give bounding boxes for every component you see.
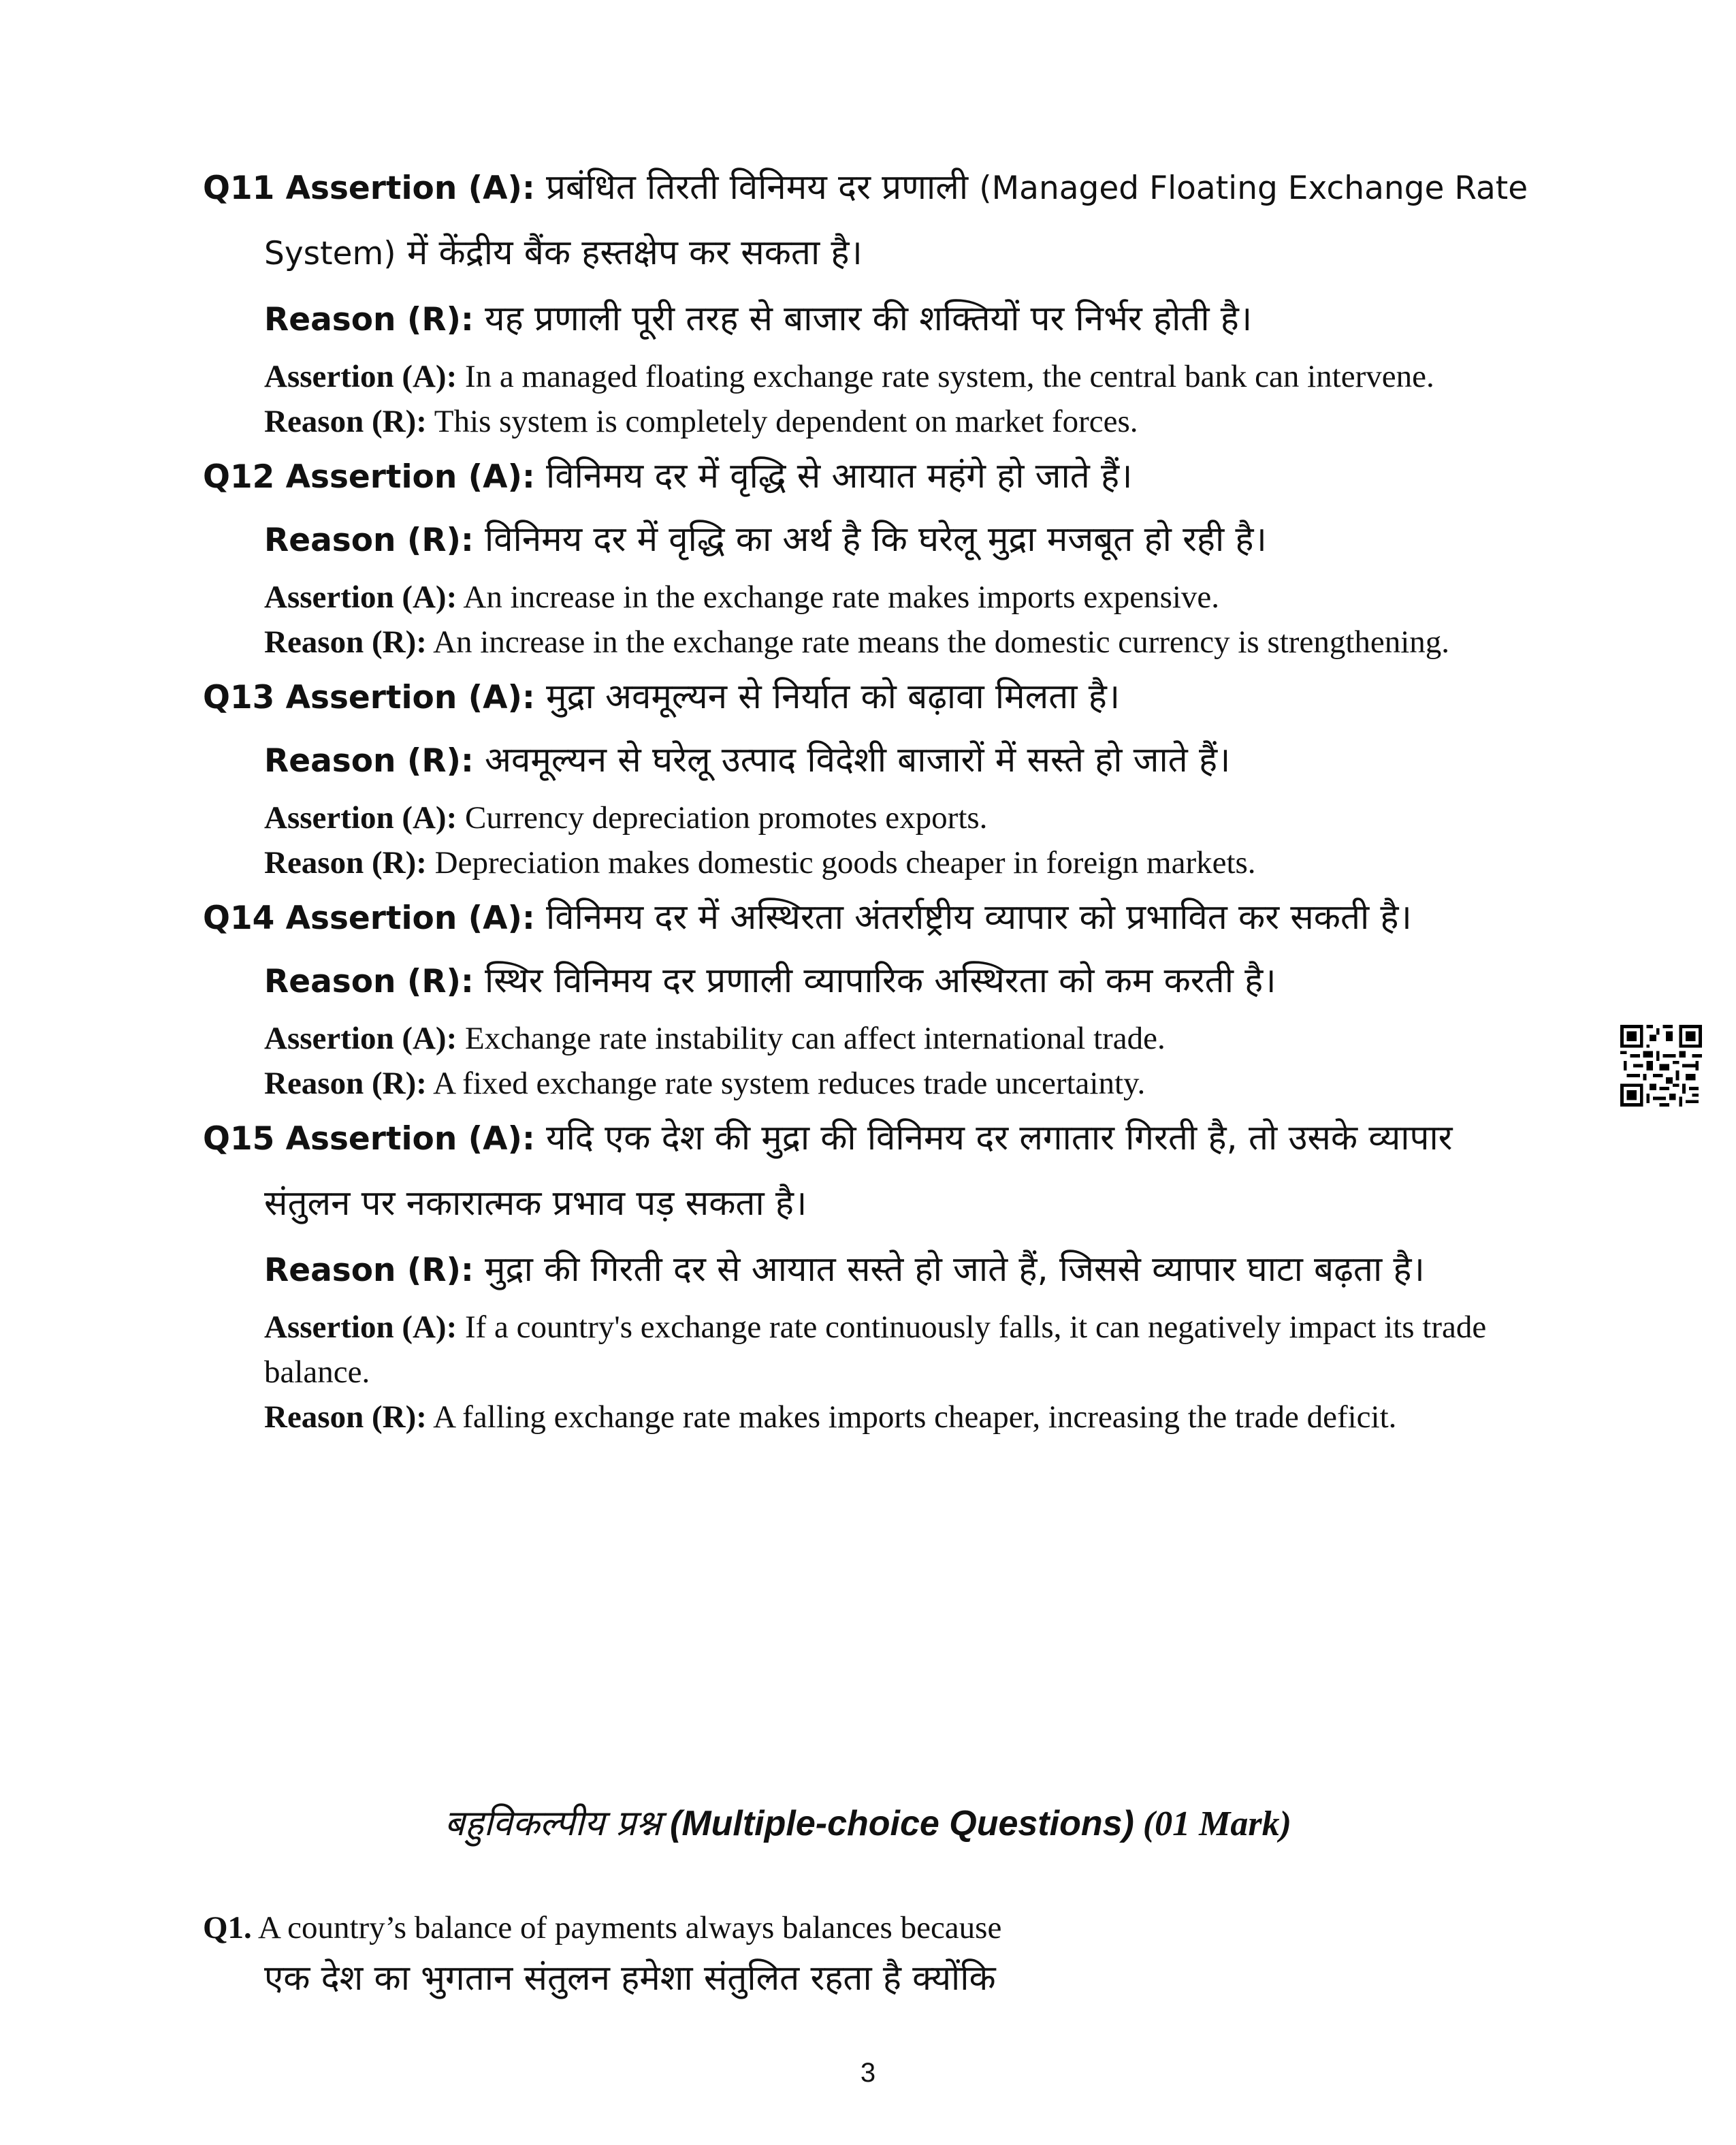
q15-hindi-assertion-line1 [203, 1118, 1453, 1158]
reason-text: विनिमय दर में वृद्धि का अर्थ है कि घरेलू मुद्रा मजबूत हो रही है। [485, 520, 1267, 560]
assertion-label: Assertion (A): [264, 1021, 457, 1056]
reason-text: मुद्रा की गिरती दर से आयात सस्ते हो जाते हैं, जिससे व्यापार घाटा बढ़ता है। [485, 1250, 1425, 1290]
assertion-label: Assertion (A): [264, 359, 457, 394]
assertion-label: Assertion (A): [264, 579, 457, 615]
q12-hindi-assertion [203, 456, 1133, 496]
mcq-heading-marks: (01 Mark) [1142, 1805, 1291, 1843]
reason-text: स्थिर विनिमय दर प्रणाली व्यापारिक अस्थिरता को कम करती है। [485, 961, 1276, 1001]
q11-hindi-reason [264, 299, 1253, 339]
q15-hindi-reason [264, 1250, 1425, 1290]
q13-hindi-reason [264, 740, 1231, 780]
q12-english-reason [264, 626, 1449, 658]
q15-hindi-assertion-line2 [264, 1183, 807, 1224]
reason-label: Reason (R): [264, 1252, 474, 1289]
question-number: Q11 [203, 170, 275, 207]
q11-hindi-assertion-line1 [203, 168, 1528, 208]
question-number: Q14 [203, 900, 275, 937]
assertion-text: विनिमय दर में वृद्धि से आयात महंगे हो जाते हैं। [546, 456, 1133, 496]
assertion-text: balance. [264, 1354, 370, 1390]
assertion-text: In a managed floating exchange rate system, the central bank can intervene. [465, 359, 1434, 394]
assertion-english-term: System) [264, 235, 396, 272]
mcq-heading-hindi: बहुविकल्पीय प्रश्न [445, 1803, 662, 1844]
assertion-label: Assertion (A): [264, 1309, 457, 1345]
q13-hindi-assertion [203, 677, 1121, 717]
assertion-text: विनिमय दर में अस्थिरता अंतर्राष्ट्रीय व्यापार को प्रभावित कर सकती है। [546, 897, 1412, 938]
question-number: Q13 [203, 679, 275, 716]
q11-english-reason [264, 406, 1138, 438]
assertion-text: यदि एक देश की मुद्रा की विनिमय दर लगातार गिरती है, तो उसके व्यापार [546, 1118, 1453, 1158]
reason-label: Reason (R): [264, 742, 474, 780]
question-text: A country’s balance of payments always balances because [257, 1910, 1002, 1945]
assertion-label: Assertion (A): [264, 800, 457, 836]
mcq-q1-hindi [264, 1958, 996, 1999]
assertion-text: An increase in the exchange rate makes imports expensive. [463, 579, 1220, 615]
reason-text: An increase in the exchange rate means the domestic currency is strengthening. [433, 624, 1450, 660]
assertion-text: If a country's exchange rate continuously falls, it can negatively impact its trade [465, 1309, 1487, 1345]
reason-text: यह प्रणाली पूरी तरह से बाजार की शक्तियों पर निर्भर होती है। [485, 299, 1253, 339]
assertion-text: Currency depreciation promotes exports. [465, 800, 988, 836]
reason-label: Reason (R): [264, 963, 474, 1000]
question-number: Q12 [203, 458, 275, 496]
reason-label: Reason (R): [264, 522, 474, 559]
q12-english-assertion [264, 579, 1220, 615]
assertion-text: Exchange rate instability can affect international trade. [465, 1021, 1166, 1056]
assertion-text: प्रबंधित तिरती विनिमय दर प्रणाली [546, 168, 969, 208]
reason-label: Reason (R): [264, 1399, 427, 1435]
assertion-label: Assertion (A): [285, 170, 535, 207]
reason-label: Reason (R): [264, 301, 474, 338]
assertion-text: में केंद्रीय बैंक हस्तक्षेप कर सकता है। [406, 233, 863, 273]
q13-english-reason [264, 847, 1256, 879]
reason-text: A fixed exchange rate system reduces trade uncertainty. [433, 1066, 1146, 1101]
assertion-english-term: (Managed Floating Exchange Rate [979, 170, 1528, 207]
assertion-text: संतुलन पर नकारात्मक प्रभाव पड़ सकता है। [264, 1183, 807, 1224]
reason-text: A falling exchange rate makes imports cheaper, increasing the trade deficit. [433, 1399, 1397, 1435]
reason-label: Reason (R): [264, 1066, 427, 1101]
reason-label: Reason (R): [264, 624, 427, 660]
mcq-heading-english: (Multiple-choice Questions) [670, 1804, 1134, 1843]
q11-english-assertion [264, 361, 1434, 393]
q14-hindi-reason [264, 961, 1276, 1001]
question-number: Q1. [203, 1910, 252, 1945]
q15-english-assertion-line2 [264, 1356, 370, 1388]
question-text: एक देश का भुगतान संतुलन हमेशा संतुलित रहता है क्योंकि [264, 1958, 996, 1999]
page-number: 3 [860, 2058, 876, 2088]
q14-hindi-assertion [203, 897, 1412, 938]
q11-hindi-assertion-line2 [264, 233, 863, 273]
reason-text: This system is completely dependent on market forces. [434, 404, 1138, 439]
q12-hindi-reason [264, 520, 1267, 560]
mcq-section-heading [0, 1798, 1736, 1846]
q14-english-reason [264, 1068, 1145, 1100]
reason-text: Depreciation makes domestic goods cheaper in foreign markets. [434, 845, 1256, 880]
assertion-label: Assertion (A): [285, 679, 535, 716]
q13-english-assertion [264, 802, 987, 834]
reason-text: अवमूल्यन से घरेलू उत्पाद विदेशी बाजारों में सस्ते हो जाते हैं। [485, 740, 1231, 780]
question-number: Q15 [203, 1120, 275, 1158]
assertion-text: मुद्रा अवमूल्यन से निर्यात को बढ़ावा मिलता है। [546, 677, 1121, 717]
assertion-label: Assertion (A): [285, 900, 535, 937]
mcq-q1-english [203, 1912, 1001, 1944]
qr-code-icon [1620, 1025, 1702, 1107]
q14-english-assertion [264, 1023, 1166, 1055]
q15-english-reason [264, 1401, 1396, 1433]
q15-english-assertion-line1 [264, 1309, 1487, 1345]
reason-label: Reason (R): [264, 845, 427, 880]
assertion-label: Assertion (A): [285, 1120, 535, 1158]
reason-label: Reason (R): [264, 404, 427, 439]
assertion-label: Assertion (A): [285, 458, 535, 496]
